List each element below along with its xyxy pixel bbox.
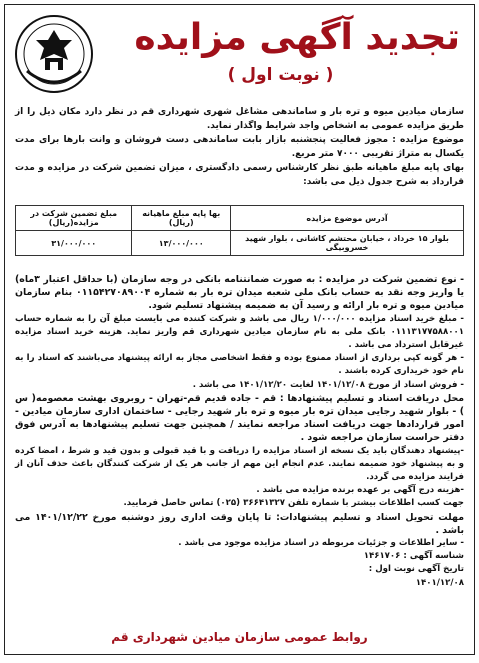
info-text: جهت کسب اطلاعات بیشتر با شماره تلفن ۳۶۶۴۱۳۲۷ (۰۲۵) تماس حاصل فرمایید. (123, 498, 464, 509)
auction-table (15, 205, 464, 256)
intro-paragraph: سازمان میادین میوه و تره بار و ساماندهی مشاغل شهری شهرداری قم در نظر دارد مکان ذیل را از طریق مزایده عمومی به اشخاص واجد شرایط واگذار نماید. (15, 107, 464, 131)
deadline-text: مهلت تحویل اسناد و تسلیم پیشنهادات: تا پایان وقت اداری روز دوشنبه مورخ ۱۴۰۱/۱۲/۲۲ می باشد . (15, 511, 464, 536)
intro-section (15, 105, 464, 189)
municipality-emblem-icon (13, 13, 95, 95)
notice-page (4, 4, 475, 655)
notice-date-value: ۱۴۰۱/۱۲/۰۸ (415, 577, 464, 588)
fee-text: -هزینه درج آگهی بر عهده برنده مزایده می باشد . (256, 485, 464, 496)
sale-date-text: - فروش اسناد از مورخ ۱۴۰۱/۱۲/۰۸ لغایت ۱۴۰۱/۱۲/۲۰ می باشد . (192, 379, 464, 390)
table-header-row (16, 206, 464, 231)
cell-address: بلوار ۱۵ خرداد ، خیابان محتشم کاشانی ، بلوار شهید خسروبیگی (231, 231, 464, 256)
notice-id: شناسه آگهی : ۱۴۶۱۷۰۶ (363, 551, 464, 562)
no-assign-text: - هر گونه کپی برداری از اسناد ممنوع بوده و فقط اشخاصی مجاز به ارائه پیشنهاد می‌باشند که اسناد را به نام خود خریداری کرده باشند . (15, 353, 464, 377)
guarantee-text: - نوع تضمین شرکت در مزایده : به صورت ضمانتنامه بانکی در وجه سازمان (با حداقل اعتبار ۳ماه) یا واریز وجه نقد به حساب بانک ملی شعبه میدان تره بار به شماره ۰۱۱۵۴۲۷۰۸۹۰۰۴ بنام سازمان میادین میوه و تره بار ارائه و رسید آن به ضمیمه پیشنهاد تسلیم شود. (15, 274, 464, 312)
notice-date-label: تاریخ آگهی نوبت اول : (368, 564, 464, 575)
cell-base-price: ۱۳/۰۰۰/۰۰۰ (132, 231, 231, 256)
conditions-section (15, 273, 464, 590)
notice-subtitle: ( نوبت اول ) (227, 65, 334, 85)
footer-signature: روابط عمومی سازمان میادین شهرداری قم (111, 630, 368, 644)
header-guarantee: مبلغ تضمین شرکت در مزایده(ریال) (16, 206, 132, 231)
price-paragraph: بهای پایه مبلغ ماهیانه طبق نظر کارشناس رسمی دادگستری ، میزان تضمین شرکت در مزایده و مدت قرارداد به شرح جدول ذیل می باشد: (15, 163, 464, 187)
header-base-price: بها پایه مبلغ ماهیانه (ریال) (132, 206, 231, 231)
municipality-logo (13, 13, 95, 95)
conditions-text: -پیشنهاد دهندگان باید یک نسخه از اسناد مزایده را دریافت و با قید قبولی و بدون قید و شرط ، امضا کرده و به پیشنهاد خود ضمیمه نمایند. عدم انجام این مهم از جانب هر یک از شرکت کنندگان باعث حذف آنان از فرایند مزایده می گردد. (15, 445, 464, 483)
subject-paragraph: موضوع مزایده : مجوز فعالیت پنجشنبه بازار بابت ساماندهی دست فروشان و وانت بارها برای مدت یکسال به متراژ تقریبی ۷۰۰۰ متر مربع. (15, 135, 464, 159)
table-row (16, 231, 464, 256)
notice-title: تجدید آگهی مزایده (134, 17, 460, 58)
delivery-text: محل دریافت اسناد و تسلیم پیشنهادها : قم - جاده قدیم قم-تهران - روبروی بهشت معصومه( س ) - بلوار شهید رجایی میدان تره بار میوه و تره بار شهید رجایی - ساختمان اداری سازمان میادین - امور قراردادها جهت دریافت اسناد مراجعه نمایند / همچنین جهت تسلیم پیشنهادها به آدرس فوق دفتر حراست سازمان مراجعه شود . (15, 392, 464, 444)
cell-guarantee: ۳۱/۰۰۰/۰۰۰ (16, 231, 132, 256)
header-address: آدرس موضوع مزایده (231, 206, 464, 231)
doc-price-text: - مبلغ خرید اسناد مزایده ۱/۰۰۰/۰۰۰ ریال می باشد و شرکت کننده می بایست مبلغ آن را به شماره حساب ۰۱۱۱۳۱۷۷۵۸۸۰۰۱ بانک ملی به نام سازمان میادین شهرداری قم واریز نماید. هزینه خرید اسناد مزایده غیرقابل استرداد می باشد . (15, 313, 464, 351)
other-text: - سایر اطلاعات و جزئیات مربوطه در اسناد مزایده موجود می باشد . (178, 538, 464, 549)
